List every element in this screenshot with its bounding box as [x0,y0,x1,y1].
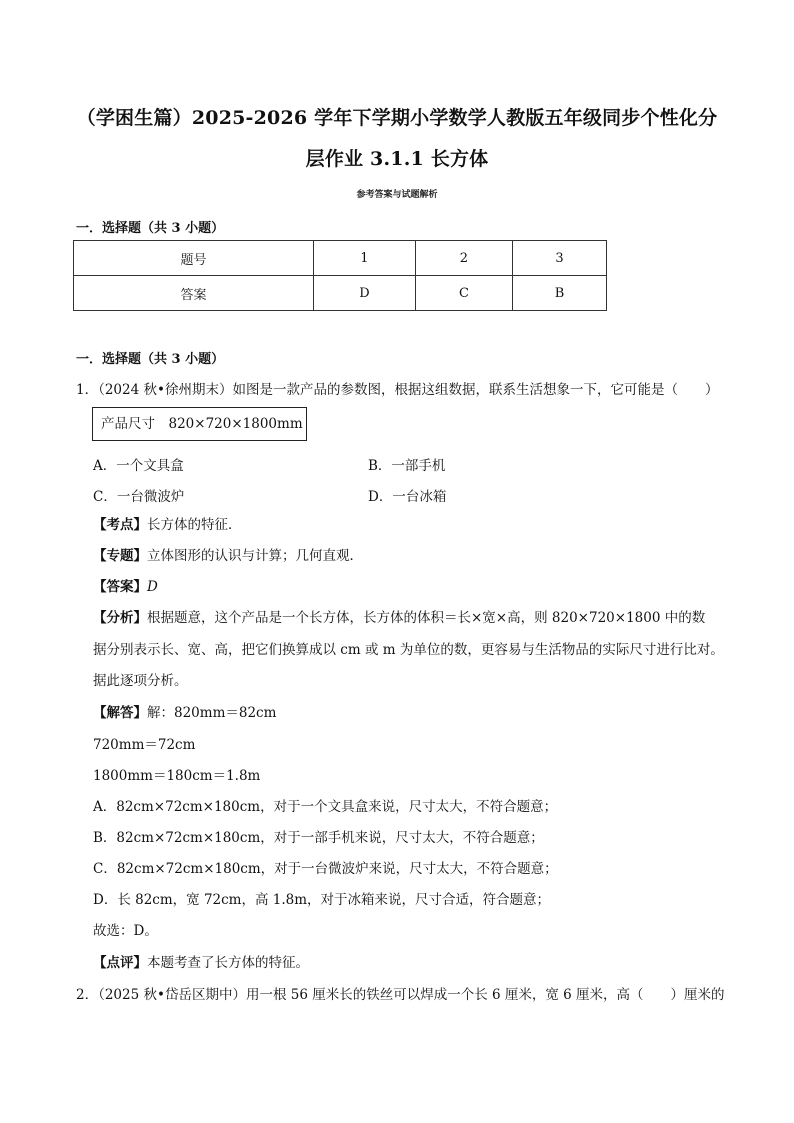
daan-tag: 【答案】 [93,579,147,595]
table-cell: 3 [513,241,607,276]
answer-line [93,577,158,597]
option-a: A．一个文具盒 [93,458,184,474]
question-1-stem: 1．（2024 秋•徐州期末）如图是一款产品的参数图，根据这组数据，联系生活想象一下，它可能是（ ） [76,382,719,398]
dianping-tag: 【点评】 [93,955,147,971]
document-subtitle: 参考答案与试题解析 [356,190,438,200]
table-cell: 答案 [74,276,314,311]
table-cell: 2 [415,241,512,276]
table-cell: D [314,276,416,311]
table-cell: C [415,276,512,311]
dianping-text: 本题考查了长方体的特征。 [147,955,309,971]
table-row [74,276,607,311]
jieda-option-a: A．82cm×72cm×180cm，对于一个文具盒来说，尺寸太大，不符合题意； [93,799,558,815]
daan-text: D [147,579,158,595]
question-2-stem: 2．（2025 秋•岱岳区期中）用一根 56 厘米长的铁丝可以焊成一个长 6 厘米，宽 6 厘米，高（ ）厘米的 [76,987,725,1003]
guxuan-line: 故选：D。 [93,923,158,939]
jieda-option-c: C．82cm×72cm×180cm，对于一台微波炉来说，尺寸太大，不符合题意； [93,861,558,877]
jieda-option-d: D．长 82cm，宽 72cm，高 1.8m，对于冰箱来说，尺寸合适，符合题意； [93,892,551,908]
jieda-line-2: 720mm＝72cm [93,737,196,753]
product-size-box: 产品尺寸 820×720×1800mm [92,407,307,441]
zhuanti-tag: 【专题】 [93,548,147,564]
jieda-option-b: B．82cm×72cm×180cm，对于一部手机来说，尺寸太大，不符合题意； [93,830,544,846]
document-title-line-1: （学困生篇）2025-2026 学年下学期小学数学人教版五年级同步个性化分 [76,107,718,129]
answer-table [73,240,607,311]
option-b: B．一部手机 [368,458,446,474]
section-heading: 一．选择题（共 3 小题） [76,221,225,236]
document-title-line-2: 层作业 3.1.1 长方体 [305,148,489,170]
fenxi-line-3: 据此逐项分析。 [93,673,188,689]
jieda-text-1: 解：820mm＝82cm [147,705,277,721]
jieda-line-1 [93,703,276,723]
fenxi-line-1 [93,608,705,628]
fenxi-line-2: 据分别表示长、宽、高，把它们换算成以 cm 或 m 为单位的数，更容易与生活物品的实际尺寸进行比对。 [93,642,724,658]
jieda-line-3: 1800mm＝180cm＝1.8m [93,768,261,784]
dianping-line [93,953,309,973]
zhuanti-line [93,546,363,566]
table-row [74,241,607,276]
section-heading-2: 一．选择题（共 3 小题） [76,352,225,367]
option-d: D．一台冰箱 [368,489,447,505]
kaodian-tag: 【考点】 [93,517,147,533]
zhuanti-text: 立体图形的认识与计算；几何直观． [147,548,363,564]
table-cell: 题号 [74,241,314,276]
table-cell: 1 [314,241,416,276]
kaodian-text: 长方体的特征． [147,517,242,533]
option-c: C．一台微波炉 [93,489,185,505]
fenxi-tag: 【分析】 [93,610,147,626]
fenxi-text-1: 根据题意，这个产品是一个长方体，长方体的体积＝长×宽×高，则 820×720×1800 中的数 [147,610,706,626]
kaodian-line [93,515,242,535]
jieda-tag: 【解答】 [93,705,147,721]
table-cell: B [513,276,607,311]
